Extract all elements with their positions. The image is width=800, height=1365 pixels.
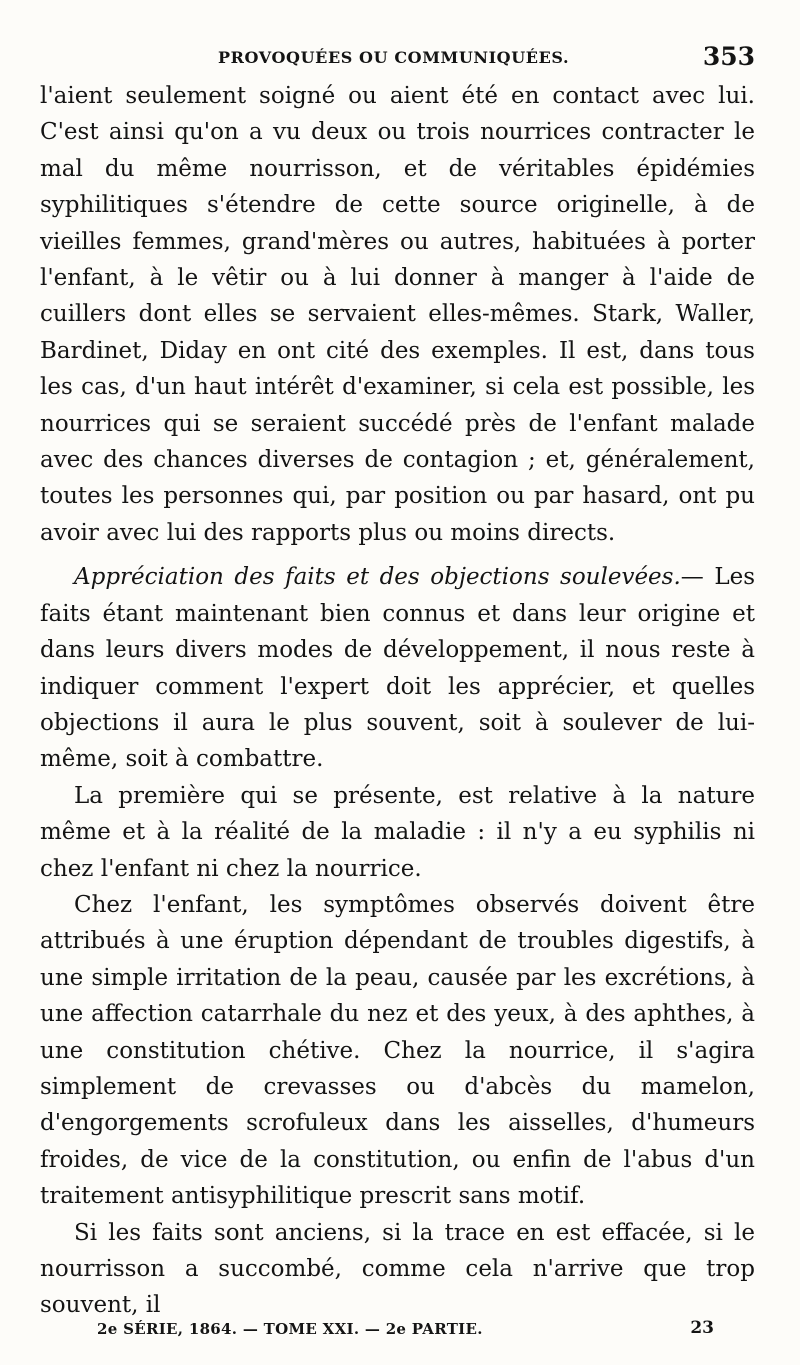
body-text bbox=[40, 78, 755, 1324]
paragraph-old-facts bbox=[40, 1215, 755, 1324]
paragraph-first-objection bbox=[40, 778, 755, 887]
running-title: PROVOQUÉES OU COMMUNIQUÉES. bbox=[218, 48, 570, 67]
paragraph-continuation bbox=[40, 78, 755, 551]
page-footer bbox=[0, 1316, 800, 1346]
paragraph-text: Chez l'enfant, les symptômes observés doivent être attribués à une éruption dépendant de troubles digestifs, à une simple irritation de la peau, causée par les excrétions, à une affection catarrhale du nez et des yeux, à des aphthes, à une constitution chétive. Chez la nourrice, il s'agira simplement de crevasses ou d'abcès du mamelon, d'engorgements scrofuleux dans les aisselles, d'humeurs froides, de vice de la constitution, ou enfin de l'abus d'un traitement antisyphilitique prescrit sans motif. bbox=[40, 891, 755, 1210]
footer-series-line: 2e SÉRIE, 1864. — TOME XXI. — 2e PARTIE. bbox=[97, 1320, 483, 1338]
running-head bbox=[0, 36, 800, 76]
section-runin-heading: Appréciation des faits et des objections soulevées. bbox=[74, 564, 681, 591]
footer-signature-mark: 23 bbox=[690, 1318, 714, 1338]
paragraph-text: l'aient seulement soigné ou aient été en contact avec lui. C'est ainsi qu'on a vu deux ou trois nourrices contracter le mal du même nourrisson, et de véritables épidémies syphilitiques s'étendre de cette source originelle, à de vieilles femmes, grand'mères ou autres, habituées à porter l'enfant, à le vêtir ou à lui donner à manger à l'aide de cuillers dont elles se servaient elles-mêmes. Stark, Waller, Bardinet, Diday en ont cité des exemples. Il est, dans tous les cas, d'un haut intérêt d'examiner, si cela est possible, les nourrices qui se seraient succédé près de l'enfant malade avec des chances diverses de contagion ; et, généralement, toutes les personnes qui, par position ou par hasard, ont pu avoir avec lui des rapports plus ou moins directs. bbox=[40, 83, 755, 546]
paragraph-symptoms bbox=[40, 887, 755, 1215]
page-number: 353 bbox=[702, 42, 755, 71]
paragraph-text: Si les faits sont anciens, si la trace en est effacée, si le nourrisson a succombé, comme cela n'arrive que trop souvent, il bbox=[40, 1219, 755, 1319]
paragraph-text: La première qui se présente, est relative à la nature même et à la réalité de la maladie : il n'y a eu syphilis ni chez l'enfant ni chez la nourrice. bbox=[40, 782, 755, 882]
paragraph-text: — Les faits étant maintenant bien connus et dans leur origine et dans leurs divers modes de développement, il nous reste à indiquer comment l'expert doit les apprécier, et quelles objections il aura le plus souvent, soit à soulever de lui-même, soit à combattre. bbox=[40, 564, 756, 773]
paragraph-appreciation bbox=[40, 559, 755, 777]
